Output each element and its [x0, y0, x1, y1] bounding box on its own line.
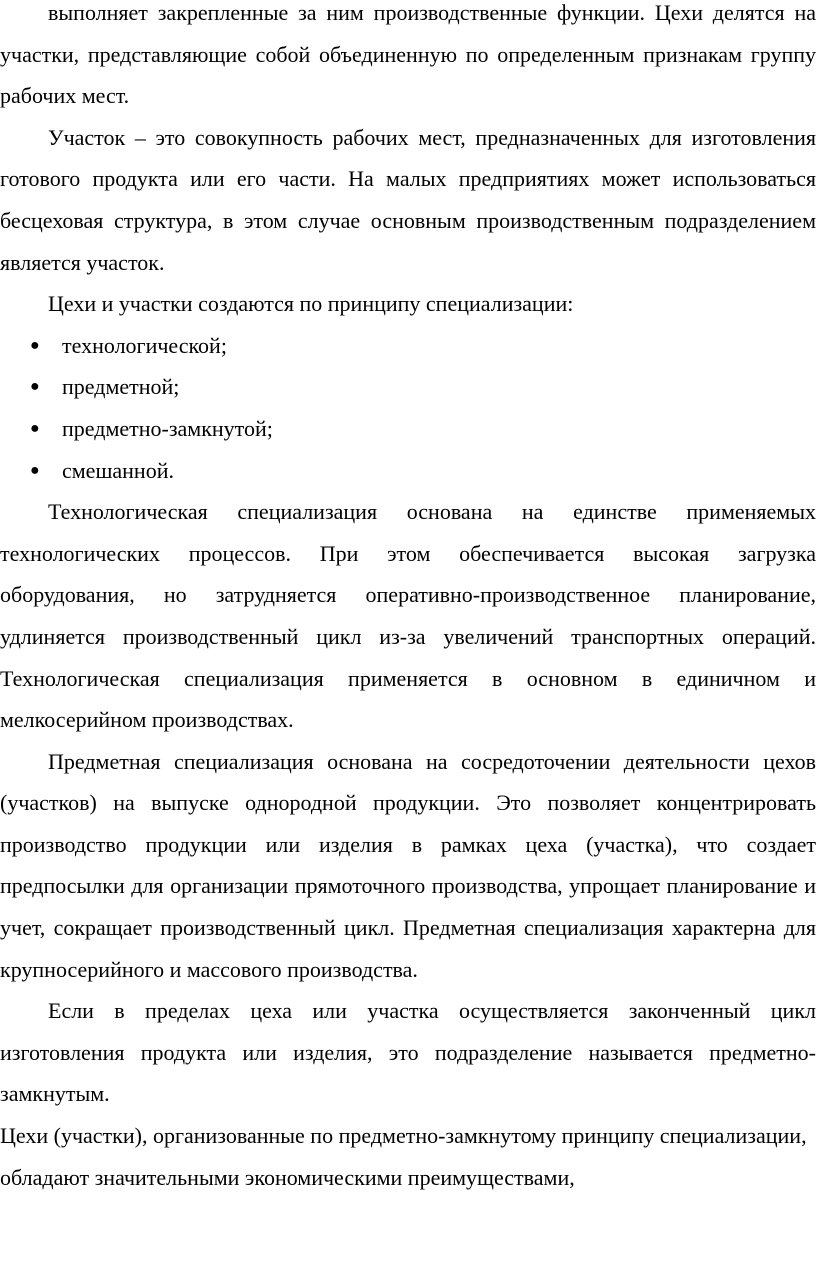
- bullet-icon: ●: [30, 461, 40, 479]
- paragraph-technological-specialization: Технологическая специализация основана на единстве применяемых технологических процессов. При этом обеспечивается высокая загрузка оборудования, но затрудняется оперативно-производственное планирование, удлиняется производственный цикл из-за увеличений транспортных операций. Технологическая специализация применяется в основном в единичном и мелкосерийном производствах.: [0, 499, 816, 733]
- list-item-label: технологической;: [62, 332, 227, 358]
- list-item-label: предметно-замкнутой;: [62, 415, 273, 441]
- bullet-icon: ●: [30, 378, 40, 396]
- paragraph-subject-specialization: Предметная специализация основана на сосредоточении деятельности цехов (участков) на выпуске однородной продукции. Это позволяет концентрировать производство продукции или изделия в рамках цеха (участка), что создает предпосылки для организации прямоточного производства, упрощает планирование и учет, сокращает производственный цикл. Предметная специализация характерна для крупносерийного и массового производства.: [0, 748, 816, 982]
- specialization-list: [0, 325, 816, 491]
- list-item: [0, 450, 816, 492]
- list-item: [0, 366, 816, 408]
- list-item-label: смешанной.: [62, 457, 174, 483]
- paragraph-continuation: выполняет закрепленные за ним производственные функции. Цехи делятся на участки, представляющие собой объединенную по определенным признакам группу рабочих мест.: [0, 0, 816, 109]
- bullet-icon: ●: [30, 419, 40, 437]
- bullet-icon: ●: [30, 336, 40, 354]
- paragraph-closed-cycle: Если в пределах цеха или участка осуществляется законченный цикл изготовления продукта или изделия, это подразделение называется предметно-замкнутым.: [0, 998, 816, 1107]
- list-item-label: предметной;: [62, 374, 180, 400]
- list-item: [0, 325, 816, 367]
- list-item: [0, 408, 816, 450]
- paragraph-definition-section: Участок – это совокупность рабочих мест, предназначенных для изготовления готового продукта или его части. На малых предприятиях может использоваться бесцеховая структура, в этом случае основным производственным подразделением является участок.: [0, 124, 816, 275]
- paragraph-specialization-intro: Цехи и участки создаются по принципу специализации:: [48, 291, 574, 317]
- paragraph-final: Цехи (участки), организованные по предметно-замкнутому принципу специализации, обладают значительными экономическими преимуществами,: [0, 1123, 807, 1190]
